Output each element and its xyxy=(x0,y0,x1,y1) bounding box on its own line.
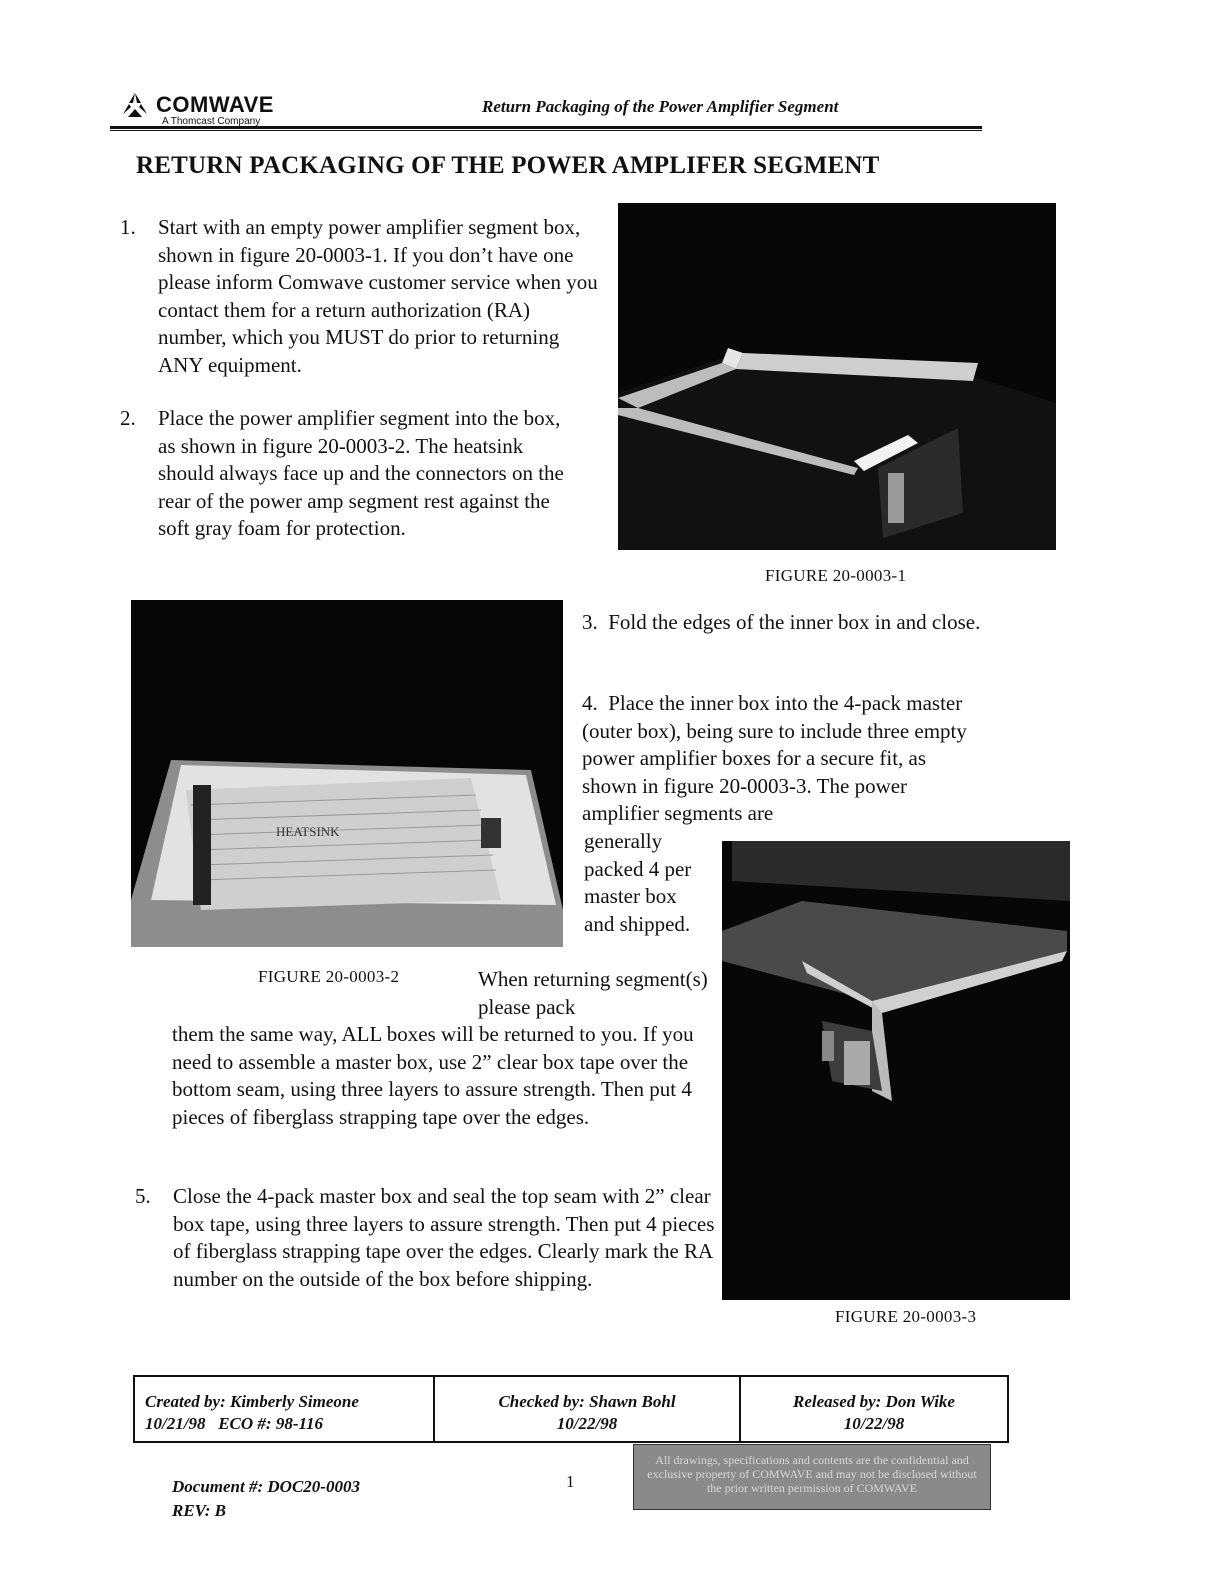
step-number: 2. xyxy=(120,406,136,430)
heatsink-label: HEATSINK xyxy=(276,824,340,839)
released-cell xyxy=(741,1377,1007,1441)
step-text: Place the power amplifier segment into the box, as shown in figure 20-0003-2. The heatsink should always face up and the connectors on the rear of the power amp segment rest against the soft gray foam for protection. xyxy=(158,406,564,540)
step-number: 4. xyxy=(582,691,598,715)
checked-date: 10/22/98 xyxy=(556,1414,618,1433)
released-date: 10/22/98 xyxy=(843,1414,905,1433)
empty-box-illustration xyxy=(618,203,1056,550)
step-3 xyxy=(582,607,982,637)
header-divider xyxy=(110,126,982,131)
page-number: 1 xyxy=(566,1472,575,1491)
created-cell xyxy=(135,1377,435,1441)
page-title: RETURN PACKAGING OF THE POWER AMPLIFER SEGMENT xyxy=(136,152,880,179)
amplifier-in-box-illustration xyxy=(131,600,563,947)
step-2 xyxy=(120,405,578,543)
step-number: 1. xyxy=(120,215,136,239)
step-number: 3. xyxy=(582,610,598,634)
step-text: Place the inner box into the 4-pack master (outer box), being sure to include three empty power amplifier boxes for a secure fit, as shown in figure 20-0003-3. The power amplifier segments are xyxy=(582,691,967,825)
step-text: Start with an empty power amplifier segment box, shown in figure 20-0003-1. If you don’t have one please inform Comwave customer service when you contact them for a return authorization (RA) number, which you MUST do prior to returning ANY equipment. xyxy=(158,215,598,377)
figure-2-photo xyxy=(131,600,563,947)
step-text: Close the 4-pack master box and seal the top seam with 2” clear box tape, using three layers to assure strength. Then put 4 pieces of fiberglass strapping tape over the edges. Clearly mark the RA number on the outside of the box before shipping. xyxy=(173,1184,715,1291)
step-5 xyxy=(135,1183,725,1293)
step-4-continued: generally packed 4 per master box and shipped. xyxy=(584,829,692,936)
proprietary-notice: All drawings, specifications and contents are the confidential and exclusive property of COMWAVE and may not be disclosed without the prior written permission of COMWAVE xyxy=(633,1444,991,1510)
figure-3-caption: FIGURE 20-0003-3 xyxy=(835,1307,977,1326)
company-logo xyxy=(120,92,274,127)
running-header-title: Return Packaging of the Power Amplifier Segment xyxy=(482,97,839,116)
step-4-continued-3: them the same way, ALL boxes will be returned to you. If you need to assemble a master box, use 2” clear box tape over the bottom seam, using three layers to assure strength. Then put 4 pieces of fiberglass strapping tape over the edges. xyxy=(172,1022,694,1129)
document-info xyxy=(172,1475,360,1523)
master-box-illustration xyxy=(722,841,1070,1300)
brand-name: COMWAVE xyxy=(156,92,274,117)
created-date: 10/21/98 xyxy=(145,1414,206,1433)
checked-cell xyxy=(435,1377,741,1441)
step-number: 5. xyxy=(135,1184,151,1208)
eco-number: ECO #: 98-116 xyxy=(218,1414,324,1433)
step-1 xyxy=(120,214,598,379)
document-number: Document #: DOC20-0003 xyxy=(172,1477,360,1496)
figure-1-caption: FIGURE 20-0003-1 xyxy=(765,566,907,585)
figure-1-photo xyxy=(618,203,1056,550)
revision: REV: B xyxy=(172,1501,227,1520)
step-4 xyxy=(582,690,978,828)
released-by: Released by: Don Wike xyxy=(793,1392,955,1411)
step-text: Fold the edges of the inner box in and close. xyxy=(608,610,981,634)
step-4-continued-2: When returning segment(s) please pack xyxy=(478,967,708,1019)
signoff-table xyxy=(133,1375,1009,1443)
comwave-logo-icon xyxy=(120,92,150,118)
figure-3-photo xyxy=(722,841,1070,1300)
created-by: Created by: Kimberly Simeone xyxy=(145,1392,359,1411)
checked-by: Checked by: Shawn Bohl xyxy=(498,1392,676,1411)
figure-2-caption: FIGURE 20-0003-2 xyxy=(258,967,400,986)
brand-subtitle: A Thomcast Company xyxy=(162,116,261,127)
